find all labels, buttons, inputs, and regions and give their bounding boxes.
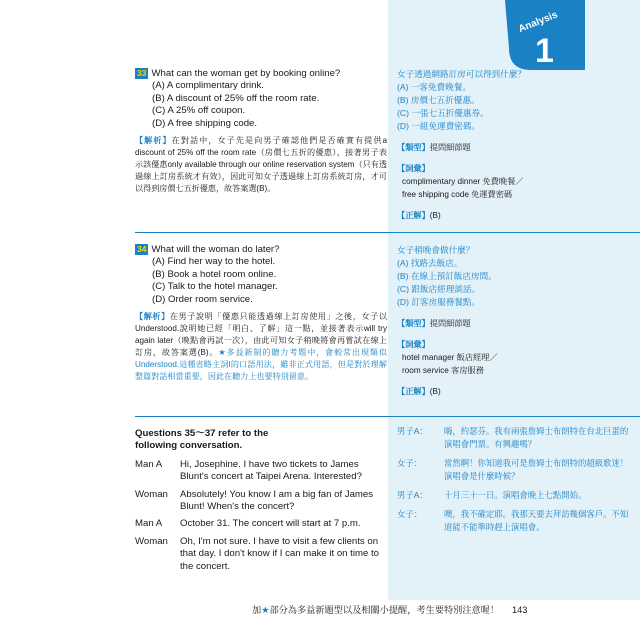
translation-text: 噢，我不確定耶。我那天要去拜訪幾個客戶。不知道能不能準時趕上演唱會。 [444, 509, 629, 532]
type-label: 【類型】 [397, 143, 430, 152]
explanation-tag: 【解析】 [135, 312, 170, 322]
utterance: Hi, Josephine. I have two tickets to James Blunt's concert at Taipei Arena. Interested? [180, 458, 362, 483]
vocab-item: free shipping code 免運費密碼 [402, 190, 513, 199]
option-b: (B) Book a hotel room online. [152, 268, 277, 280]
translated-option-a: (A) 一客免費晚餐。 [397, 82, 471, 92]
translated-option-a: (A) 找路去飯店。 [397, 258, 463, 268]
question-number: 34 [137, 244, 147, 254]
translation-line [397, 425, 632, 451]
conversation-translation [397, 425, 632, 540]
answer-value: (B) [429, 211, 441, 220]
question-text: What can the woman get by booking online? [151, 68, 341, 79]
question-34 [135, 244, 387, 383]
answer-row [397, 209, 632, 222]
vocab-label: 【詞彙】 [397, 164, 430, 173]
option-c: (C) Talk to the hotel manager. [152, 281, 278, 293]
question-33-translation [397, 68, 632, 222]
explanation [135, 311, 387, 383]
vocab-item: hotel manager 飯店經理／ [402, 353, 498, 362]
option-c: (C) A 25% off coupon. [152, 105, 246, 117]
speaker: 男子A： [397, 490, 428, 500]
analysis-badge-number: 1 [535, 32, 554, 70]
translation-line [397, 508, 632, 534]
option-b: (B) A discount of 25% off the room rate. [152, 92, 320, 104]
explanation-text: 在對話中，女子先是向男子確認他們是否確實有提供a discount of 25% off the room rate（房價七五折的優惠），接著男子表示該優惠only available through our online reservation system（只有透過線上訂房系統才有效），因此可知女子透過線上訂房系統訂房，才可以得到房價七五折優惠，故答案選(B)。 [135, 136, 387, 194]
translated-option-c: (C) 跟飯店經理談話。 [397, 284, 481, 294]
question-33-stem [135, 68, 387, 80]
star-icon: ★ [261, 605, 270, 615]
type-value: 提問細節題 [429, 319, 471, 328]
dialogue-line [135, 536, 387, 573]
answer-row [397, 385, 632, 398]
answer-label: 【正解】 [397, 387, 430, 396]
footer-prefix: 加 [252, 605, 262, 615]
type-row [397, 317, 632, 330]
speaker: 男子A： [397, 426, 428, 436]
answer-value: (B) [429, 387, 441, 396]
speaker: Man A [135, 518, 163, 530]
section-divider [135, 232, 640, 233]
analysis-badge [505, 0, 585, 70]
type-label: 【類型】 [397, 319, 430, 328]
translation-line [397, 457, 632, 483]
translation-text: 十月三十一日。演唱會晚上七點開始。 [444, 490, 587, 500]
option-a: (A) A complimentary drink. [152, 80, 264, 92]
section-divider [135, 416, 640, 417]
question-33 [135, 68, 387, 195]
option-a: (A) Find her way to the hotel. [152, 256, 276, 268]
speaker: Woman [135, 535, 168, 547]
footer-note [252, 604, 512, 616]
translated-option-c: (C) 一張七五折優惠券。 [397, 108, 489, 118]
heading-line: following conversation. [135, 440, 243, 452]
question-text: What will the woman do later? [151, 244, 280, 255]
footer-text: 部分為多益新題型以及相關小提醒，考生要特別注意喔！ [269, 605, 500, 615]
translated-option-b: (B) 房價七五折優惠。 [397, 95, 480, 105]
translation-line [397, 489, 632, 502]
heading-line: Questions 35～37 refer to the [135, 428, 269, 439]
translated-question: 女子透過網路訂房可以得到什麼？ [397, 69, 526, 79]
option-d: (D) Order room service. [152, 293, 253, 305]
speaker: 女子： [397, 509, 423, 519]
speaker: Woman [135, 488, 168, 500]
page-number: 143 [512, 605, 528, 615]
utterance: Oh, I'm not sure. I have to visit a few clients on that day. I don't know if I can make it on time to the concert. [180, 535, 379, 572]
speaker: 女子： [397, 458, 423, 468]
vocab-item: room service 客房服務 [402, 366, 484, 375]
translated-option-b: (B) 在線上預訂飯店房間。 [397, 271, 497, 281]
conversation [135, 428, 387, 578]
explanation-tag: 【解析】 [135, 136, 172, 146]
explanation [135, 135, 387, 195]
answer-label: 【正解】 [397, 211, 430, 220]
question-34-stem [135, 244, 387, 256]
analysis-badge-label: Analysis [516, 9, 560, 36]
question-number: 33 [137, 68, 147, 78]
utterance: Absolutely! You know I am a big fan of James Blunt! When's the concert? [180, 488, 374, 513]
translation-text: 當然啊！你知道我可是詹姆士布朗特的超級歌迷！演唱會是什麼時候？ [444, 458, 629, 481]
type-value: 提問細節題 [429, 143, 471, 152]
translated-option-d: (D) 訂客房服務餐點。 [397, 297, 481, 307]
option-d: (D) A free shipping code. [152, 117, 258, 129]
dialogue-line [135, 518, 387, 530]
vocab-label: 【詞彙】 [397, 340, 430, 349]
utterance: October 31. The concert will start at 7 p.m. [180, 518, 361, 530]
speaker: Man A [135, 458, 163, 470]
dialogue-line [135, 459, 387, 484]
question-34-translation [397, 244, 632, 398]
conversation-heading [135, 428, 387, 453]
tip-text: 多益新制的聽力考題中，會較常出現類似Understood.這種省略主詞I的口語用法，雖非正式用語，但是對於理解整篇對話相當重要，因此在聽力上也要特別留意。 [135, 348, 387, 382]
translation-text: 嗨，約瑟芬。我有兩張詹姆士布朗特在台北巨蛋的演唱會門票。有興趣嗎？ [444, 426, 629, 449]
star-icon: ★ [218, 348, 227, 358]
vocab-item: complimentary dinner 免費晚餐／ [402, 177, 524, 186]
explanation-text: 在男子說明「優惠只能透過線上訂房使用」之後，女子以Understood.說明她已經「明白、了解」這一點，並接著表示will try again later（晚點會再試一次），由此可知女子稍晚將會再嘗試在線上訂房，故答案選(B)。 [135, 312, 387, 358]
translated-question: 女子稍晚會做什麼？ [397, 245, 475, 255]
translated-option-d: (D) 一組免運費密碼。 [397, 121, 481, 131]
dialogue-line [135, 489, 387, 514]
type-row [397, 141, 632, 154]
